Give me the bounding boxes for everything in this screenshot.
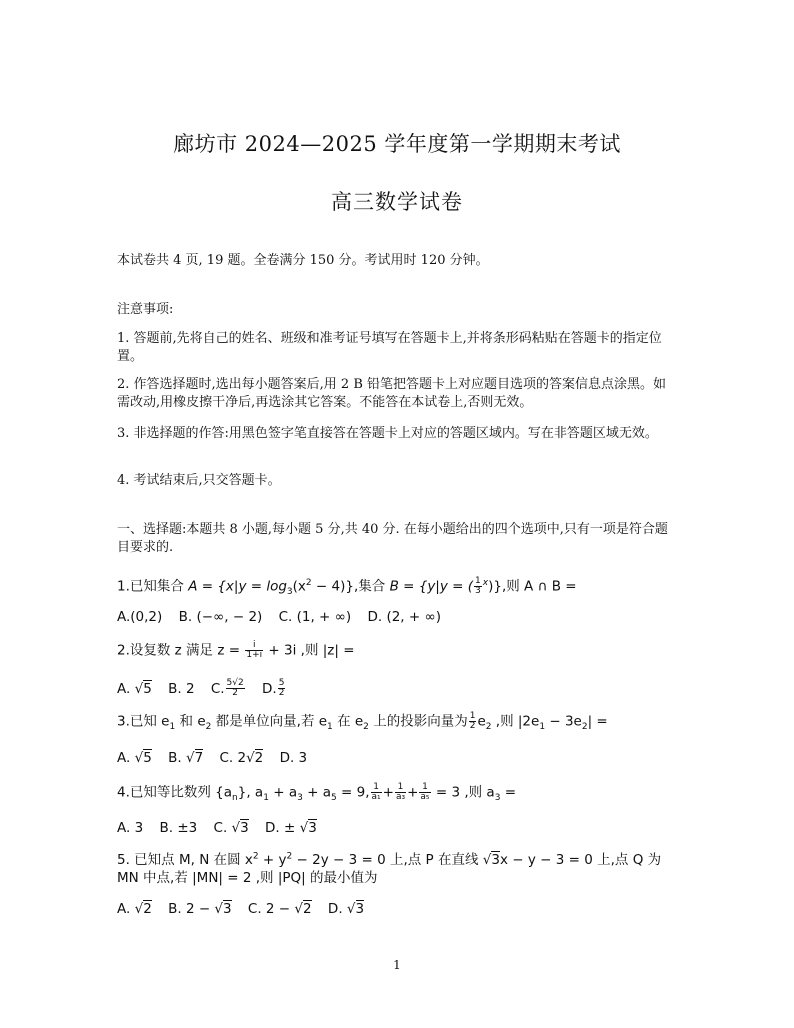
option-c: C. 2 − √2 (247, 901, 312, 917)
exam-subtitle: 高三数学试卷 (331, 190, 463, 214)
notice-item: 3. 非选择题的作答:用黑色签字笔直接答在答题卡上对应的答题区域内。写在非答题区域无效。 (117, 426, 658, 441)
question-2: 2.设复数 z 满足 z = $\frac{i}{1+i}$ + 3i ,则 |z| = (117, 640, 355, 660)
notice-item: 4. 考试结束后,只交答题卡。 (117, 473, 281, 488)
page-number: 1 (393, 958, 401, 972)
option-d: D. 3 (279, 750, 308, 766)
question-1-options (117, 608, 453, 626)
option-a: A. 3 (117, 820, 144, 836)
option-b: B. 2 (168, 680, 195, 697)
question-4: 4.已知等比数列 $\{a_n\}$, $a_1 + a_3 + a_5 = 9$, $\frac{1}{\text{a₁}}$ + $\frac{1}{\text{a₃}}$ + $\frac{1}{\text{a₅}}$ = 3 ,则 $a_3$ = (117, 782, 517, 804)
option-d: D. ± √3 (265, 820, 317, 836)
option-b: B. ±3 (159, 820, 198, 836)
option-a: A. √2 (117, 901, 152, 917)
option-b: B. √7 (168, 750, 204, 766)
notice-heading: 注意事项: (117, 302, 174, 317)
option-a: A. √5 (117, 750, 152, 766)
exam-title: 廊坊市 2024—2025 学年度第一学期期末考试 (173, 132, 621, 156)
question-5-cont: MN 中点,若 |MN| = 2 ,则 |PQ| 的最小值为 (117, 870, 378, 886)
option-b: B. (−∞, − 2) (178, 609, 263, 625)
question-3: 3.已知 $e_1$ 和 $e_2$ 都是单位向量,若 $e_1$ 在 $e_2$ 上的投影向量为 $\frac{1}{2}$ $e_2$ ,则 $|2e_1 - 3e_2|$ = (117, 711, 608, 733)
option-d: D. (2, + ∞) (367, 609, 442, 625)
option-a: A.(0,2) (117, 609, 163, 625)
option-c: C. 2√2 (219, 750, 264, 766)
option-c: C. √3 (213, 820, 249, 836)
option-d: D. √3 (327, 901, 365, 917)
option-c: C. $\frac{5√2}{2}$ (210, 678, 244, 698)
question-1: 1.已知集合 $A = \{x|y = \log_3(x^2 - 4)\}$,集合 B = {y|y = ( $\frac{1}{3}$ $^x$)},则 A ∩ B = (117, 576, 577, 598)
notice-item: 2. 作答选择题时,选出每小题答案后,用 2 B 铅笔把答题卡上对应题目选项的答案信息点涂黑。如需改动,用橡皮擦干净后,再选涂其它答案。不能答在本试卷上,否则无效。 (117, 377, 667, 410)
exam-intro: 本试卷共 4 页, 19 题。全卷满分 150 分。考试用时 120 分钟。 (117, 253, 489, 268)
question-4-options (117, 819, 329, 837)
question-5-options (117, 900, 376, 918)
option-a: A. √5 (117, 680, 152, 697)
option-c: C. (1, + ∞) (278, 609, 352, 625)
option-d: D. $\frac{5}{2}$ (262, 678, 285, 698)
question-5: 5. 已知点 M, N 在圆 $x^2 + y^2 - 2y - 3 = 0$ 上,点 P 在直线 √3x − y − 3 = 0 上,点 Q 为 (117, 851, 662, 868)
question-3-options (117, 749, 319, 767)
question-2-options (117, 679, 298, 698)
notice-item: 1. 答题前,先将自己的姓名、班级和准考证号填写在答题卡上,并将条形码粘贴在答题卡的指定位置。 (117, 331, 662, 364)
option-b: B. 2 − √3 (168, 901, 232, 917)
section-heading: 一、选择题:本题共 8 小题,每小题 5 分,共 40 分. 在每小题给出的四个选项中,只有一项是符合题目要求的. (117, 522, 668, 555)
